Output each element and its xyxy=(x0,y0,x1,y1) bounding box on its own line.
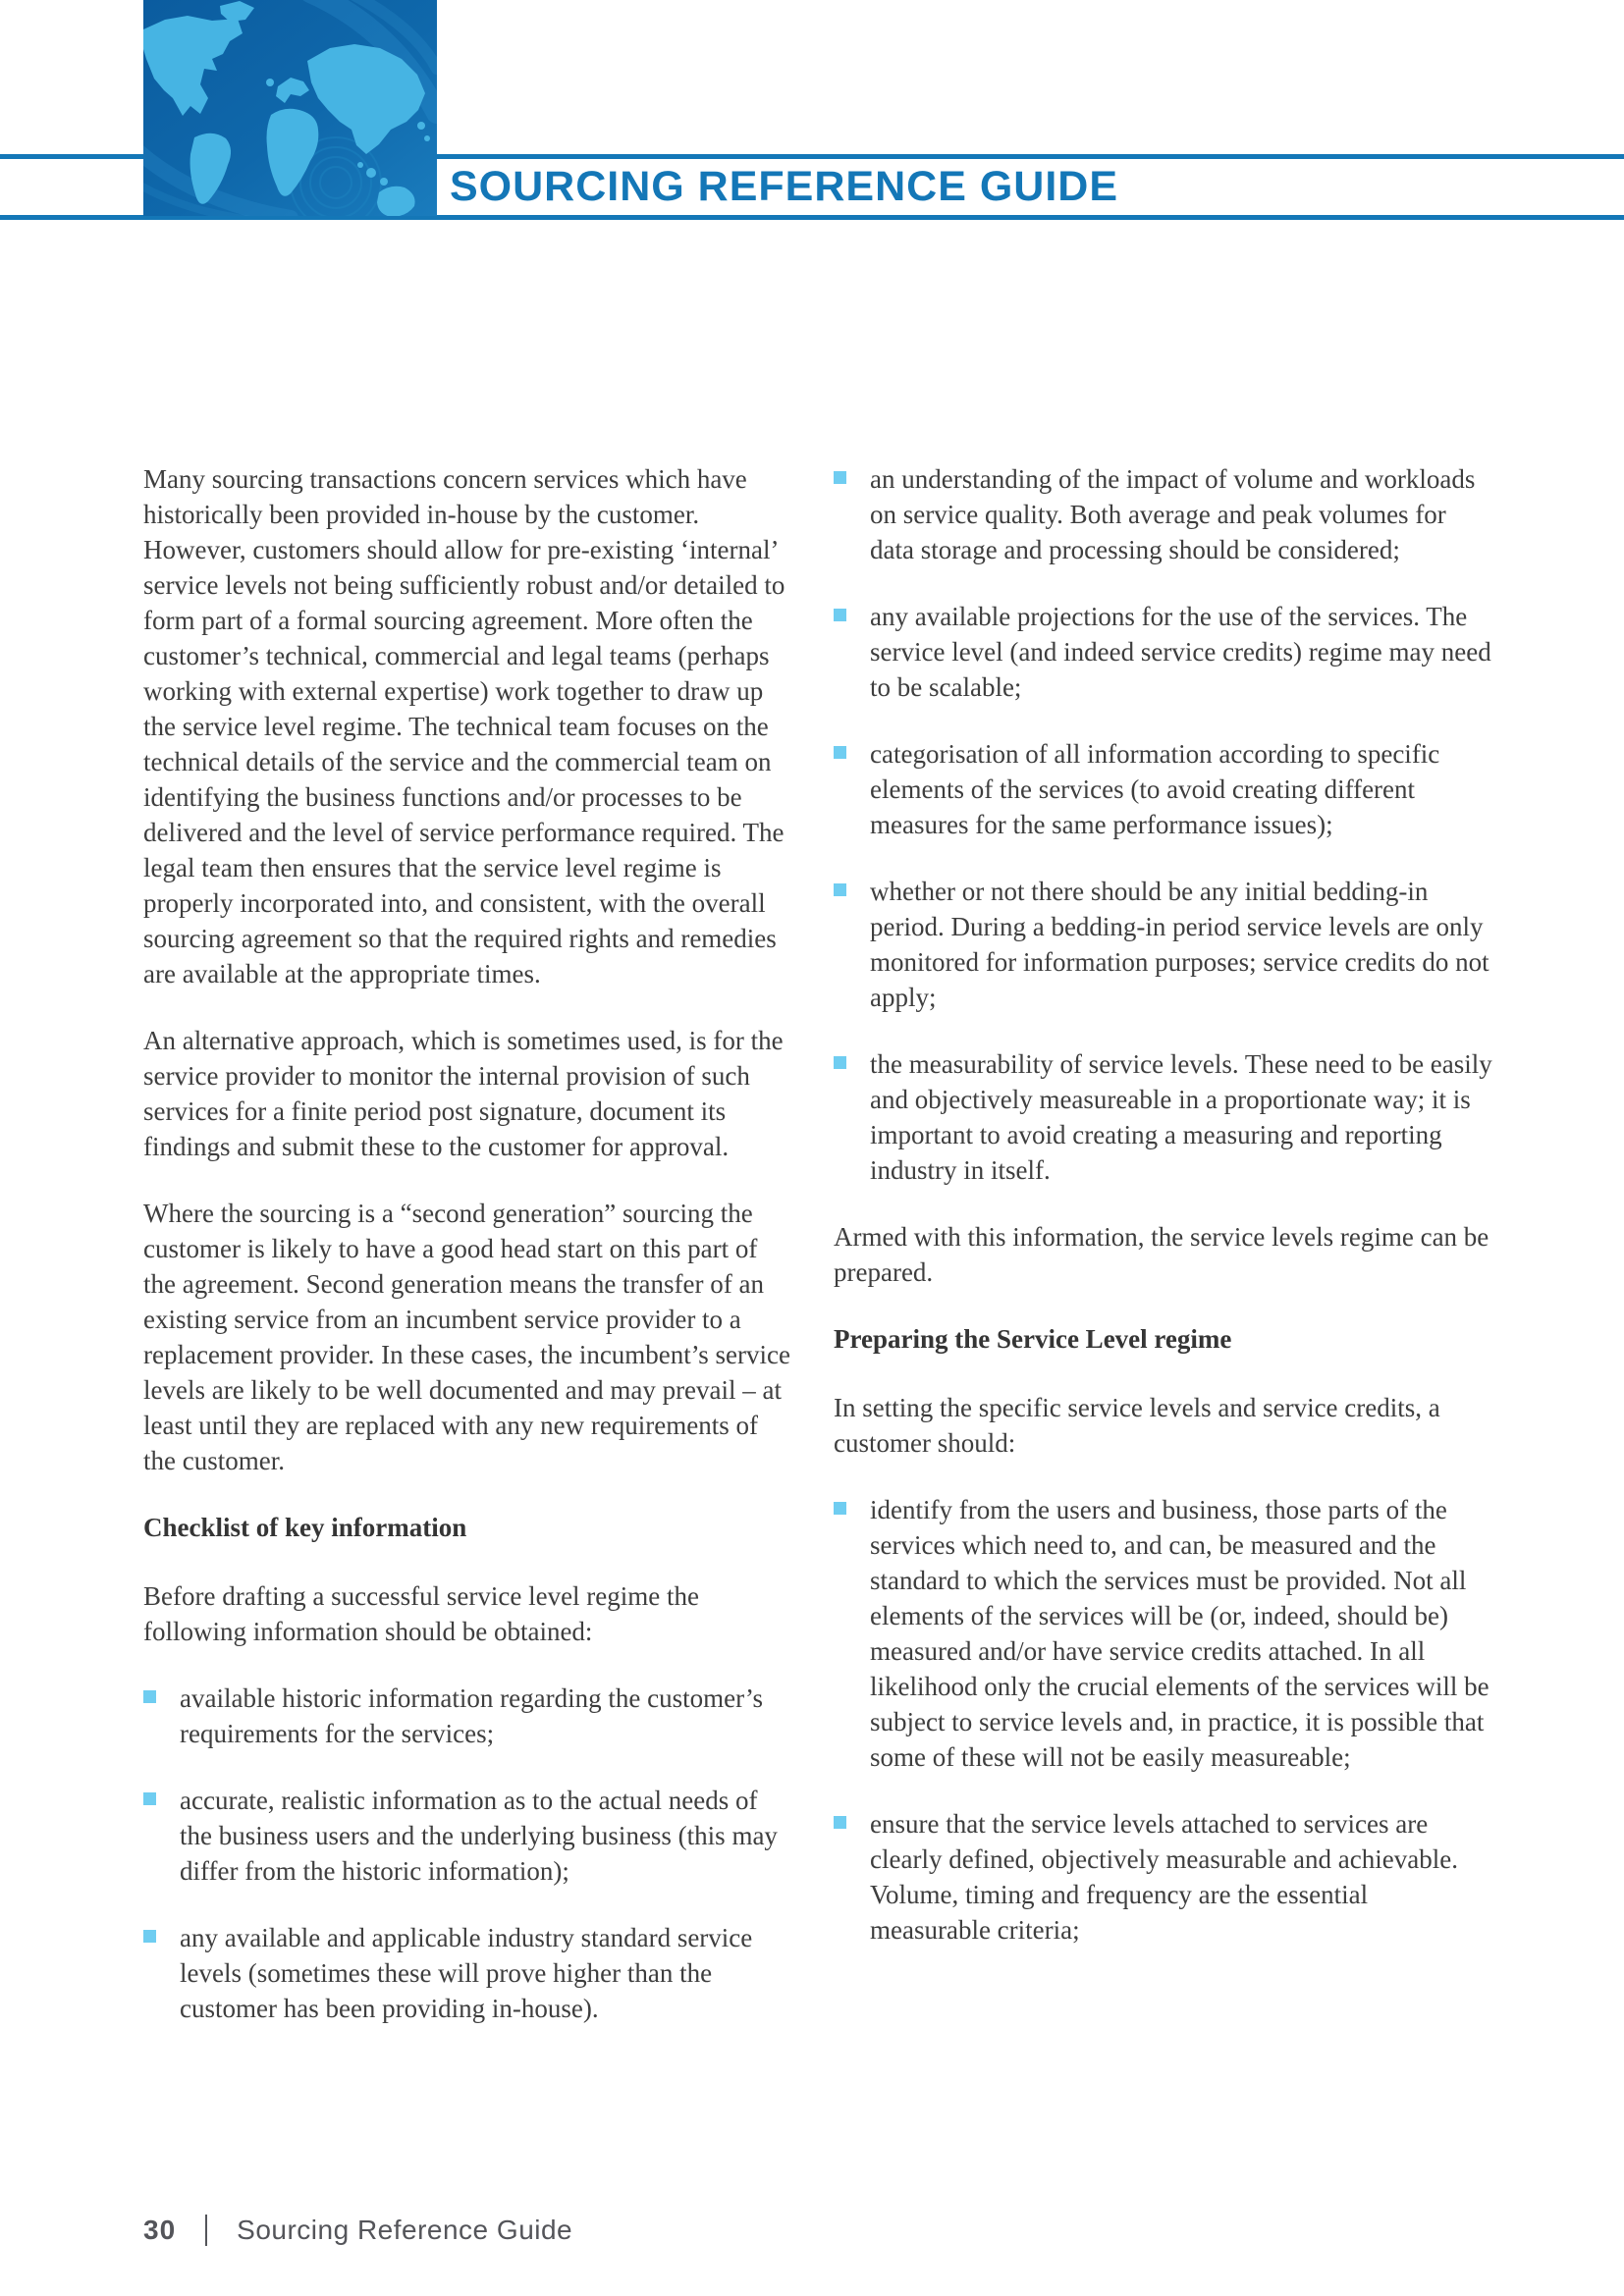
bullet-square-icon xyxy=(143,1792,156,1805)
bullet-item xyxy=(143,1783,795,1889)
right-column xyxy=(834,461,1493,1979)
bullet-text: ensure that the service levels attached to services are clearly defined, objectively measurable and achievable. Volume, timing and frequency are the essential measurable criteria; xyxy=(870,1809,1458,1945)
bullet-text: categorisation of all information according to specific elements of the services (to avoid creating different measures for the same performance issues); xyxy=(870,739,1440,839)
bullet-text: any available projections for the use of the services. The service level (and indeed service credits) regime may need to be scalable; xyxy=(870,602,1491,702)
page-footer xyxy=(143,2215,572,2246)
bullet-square-icon xyxy=(834,1502,846,1515)
bullet-square-icon xyxy=(143,1930,156,1943)
bullet-square-icon xyxy=(834,746,846,759)
bullet-square-icon xyxy=(834,883,846,896)
bullet-list xyxy=(143,1681,795,2026)
bullet-square-icon xyxy=(834,471,846,484)
bullet-item xyxy=(143,1920,795,2026)
bullet-item xyxy=(834,874,1493,1015)
bullet-text: available historic information regarding the customer’s requirements for the services; xyxy=(180,1683,764,1748)
bullet-item xyxy=(834,736,1493,842)
bullet-list xyxy=(834,1492,1493,1948)
bullet-text: accurate, realistic information as to the actual needs of the business users and the underlying business (this may differ from the historic information); xyxy=(180,1786,778,1886)
bullet-text: whether or not there should be any initial bedding-in period. During a bedding-in period service levels are only monitored for information purposes; service credits do not apply; xyxy=(870,877,1489,1012)
header-rule-left xyxy=(0,154,143,159)
document-title: SOURCING REFERENCE GUIDE xyxy=(450,163,1119,210)
bullet-list xyxy=(834,461,1493,1188)
world-map-image xyxy=(143,0,437,216)
bullet-text: identify from the users and business, those parts of the services which need to, and can, be measured and the standard to which the services must be provided. Not all elements of the services will be (or, indeed, should be) measured and/or have service credits attached. In all likelihood only the crucial elements of the services will be subject to service levels and, in practice, it is possible that some of these will not be easily measureable; xyxy=(870,1495,1489,1772)
paragraph: Before drafting a successful service level regime the following information should be obtained: xyxy=(143,1581,699,1646)
paragraph: Many sourcing transactions concern services which have historically been provided in-house by the customer. However, customers should allow for pre-existing ‘internal’ service levels not being sufficiently robust and/or detailed to form part of a formal sourcing agreement. More often the customer’s technical, commercial and legal teams (perhaps working with external expertise) work together to draw up the service level regime. The technical team focuses on the technical details of the service and the commercial team on identifying the business functions and/or processes to be delivered and the level of service performance required. The legal team then ensures that the service level regime is properly incorporated into, and consistent, with the overall sourcing agreement so that the required rights and remedies are available at the appropriate times. xyxy=(143,464,785,988)
left-column xyxy=(143,461,795,2057)
bullet-item xyxy=(834,599,1493,705)
paragraph: An alternative approach, which is sometimes used, is for the service provider to monitor the internal provision of such services for a finite period post signature, document its findings and submit these to the customer for approval. xyxy=(143,1026,784,1161)
header-rule-right xyxy=(437,154,1624,159)
world-map-graphic xyxy=(143,0,437,216)
footer-divider xyxy=(205,2215,207,2246)
bullet-item xyxy=(834,461,1493,567)
bullet-square-icon xyxy=(143,1690,156,1703)
bullet-text: the measurability of service levels. These need to be easily and objectively measureable in a proportionate way; it is important to avoid creating a measuring and reporting industry in itself. xyxy=(870,1049,1492,1185)
bullet-item xyxy=(143,1681,795,1751)
bullet-item xyxy=(834,1046,1493,1188)
bullet-square-icon xyxy=(834,1816,846,1829)
bullet-item xyxy=(834,1492,1493,1775)
section-heading: Preparing the Service Level regime xyxy=(834,1324,1232,1354)
paragraph: Armed with this information, the service levels regime can be prepared. xyxy=(834,1222,1489,1287)
bullet-square-icon xyxy=(834,1056,846,1069)
bullet-text: any available and applicable industry standard service levels (sometimes these will prove higher than the customer has been providing in-house). xyxy=(180,1923,753,2023)
footer-title: Sourcing Reference Guide xyxy=(237,2215,573,2245)
bullet-text: an understanding of the impact of volume and workloads on service quality. Both average and peak volumes for data storage and processing should be considered; xyxy=(870,464,1476,564)
page-number: 30 xyxy=(143,2215,177,2245)
paragraph: In setting the specific service levels and service credits, a customer should: xyxy=(834,1393,1440,1458)
bullet-item xyxy=(834,1806,1493,1948)
section-heading: Checklist of key information xyxy=(143,1513,467,1542)
paragraph: Where the sourcing is a “second generation” sourcing the customer is likely to have a good head start on this part of the agreement. Second generation means the transfer of an existing service from an incumbent service provider to a replacement provider. In these cases, the incumbent’s service levels are likely to be well documented and may prevail – at least until they are replaced with any new requirements of the customer. xyxy=(143,1199,790,1475)
bullet-square-icon xyxy=(834,609,846,621)
